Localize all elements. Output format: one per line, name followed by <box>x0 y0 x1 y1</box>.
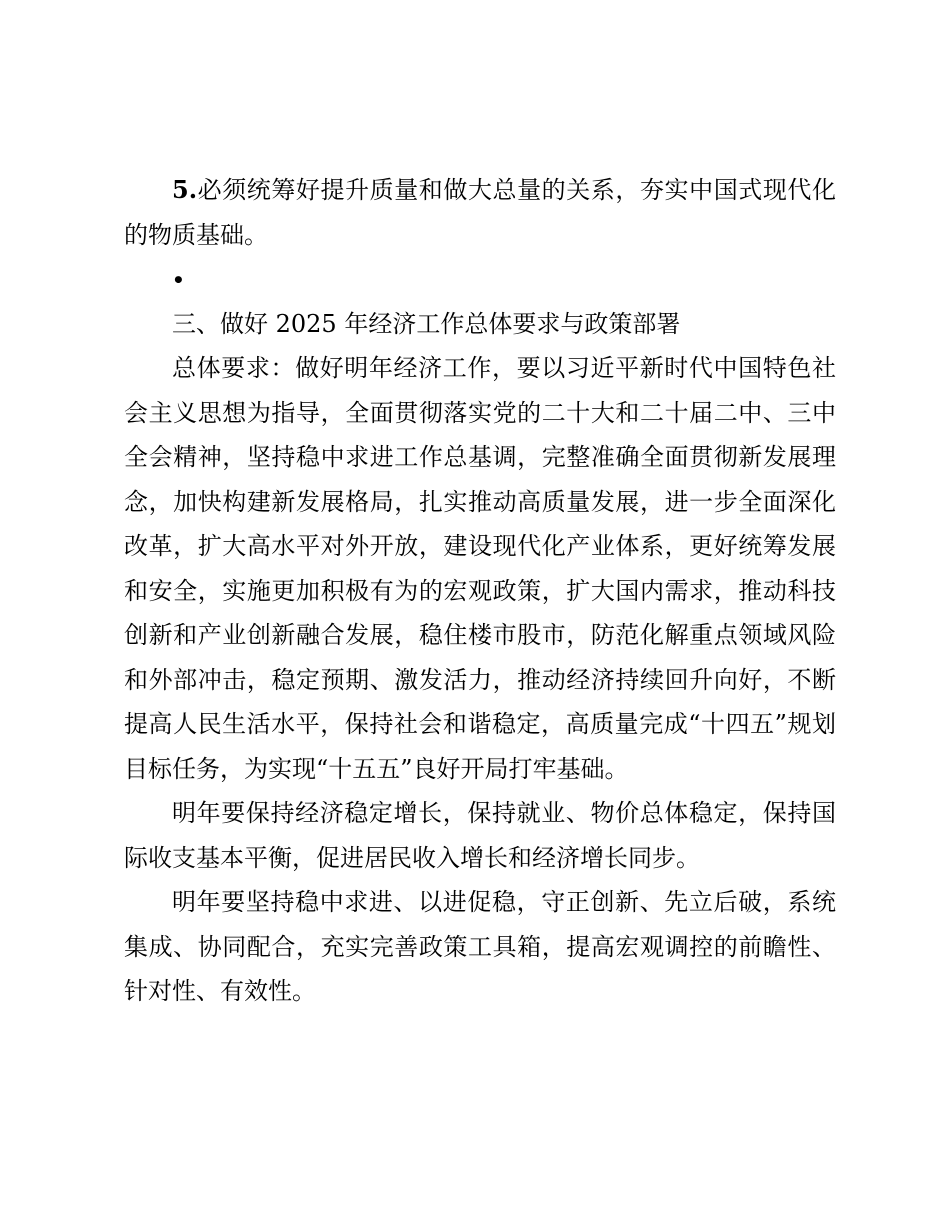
item-5-text: 必须统筹好提升质量和做大总量的关系，夯实中国式现代化的物质基础。 <box>124 176 836 249</box>
paragraph-general-requirements: 总体要求：做好明年经济工作，要以习近平新时代中国特色社会主义思想为指导，全面贯彻落实党的二十大和二十届二中、三中全会精神，坚持稳中求进工作总基调，完整准确全面贯彻新发展理念，加快构建新发展格局，扎实推动高质量发展，进一步全面深化改革，扩大高水平对外开放，建设现代化产业体系，更好统筹发展和安全，实施更加积极有为的宏观政策，扩大国内需求，推动科技创新和产业创新融合发展，稳住楼市股市，防范化解重点领域风险和外部冲击，稳定预期、激发活力，推动经济持续回升向好，不断提高人民生活水平，保持社会和谐稳定，高质量完成“十四五”规划目标任务，为实现“十五五”良好开局打牢基础。 <box>124 354 836 783</box>
paragraph-item-5 <box>124 168 836 257</box>
bullet-icon: • <box>172 268 185 292</box>
bullet-line <box>124 257 836 302</box>
document-body <box>124 168 836 1014</box>
paragraph-policy-approach: 明年要坚持稳中求进、以进促稳，守正创新、先立后破，系统集成、协同配合，充实完善政策工具箱，提高宏观调控的前瞻性、针对性、有效性。 <box>124 888 836 1005</box>
section-heading: 三、做好 2025 年经济工作总体要求与政策部署 <box>172 309 681 338</box>
item-5-number: 5. <box>172 175 198 204</box>
paragraph-growth-targets: 明年要保持经济稳定增长，保持就业、物价总体稳定，保持国际收支基本平衡，促进居民收入增长和经济增长同步。 <box>124 799 836 872</box>
